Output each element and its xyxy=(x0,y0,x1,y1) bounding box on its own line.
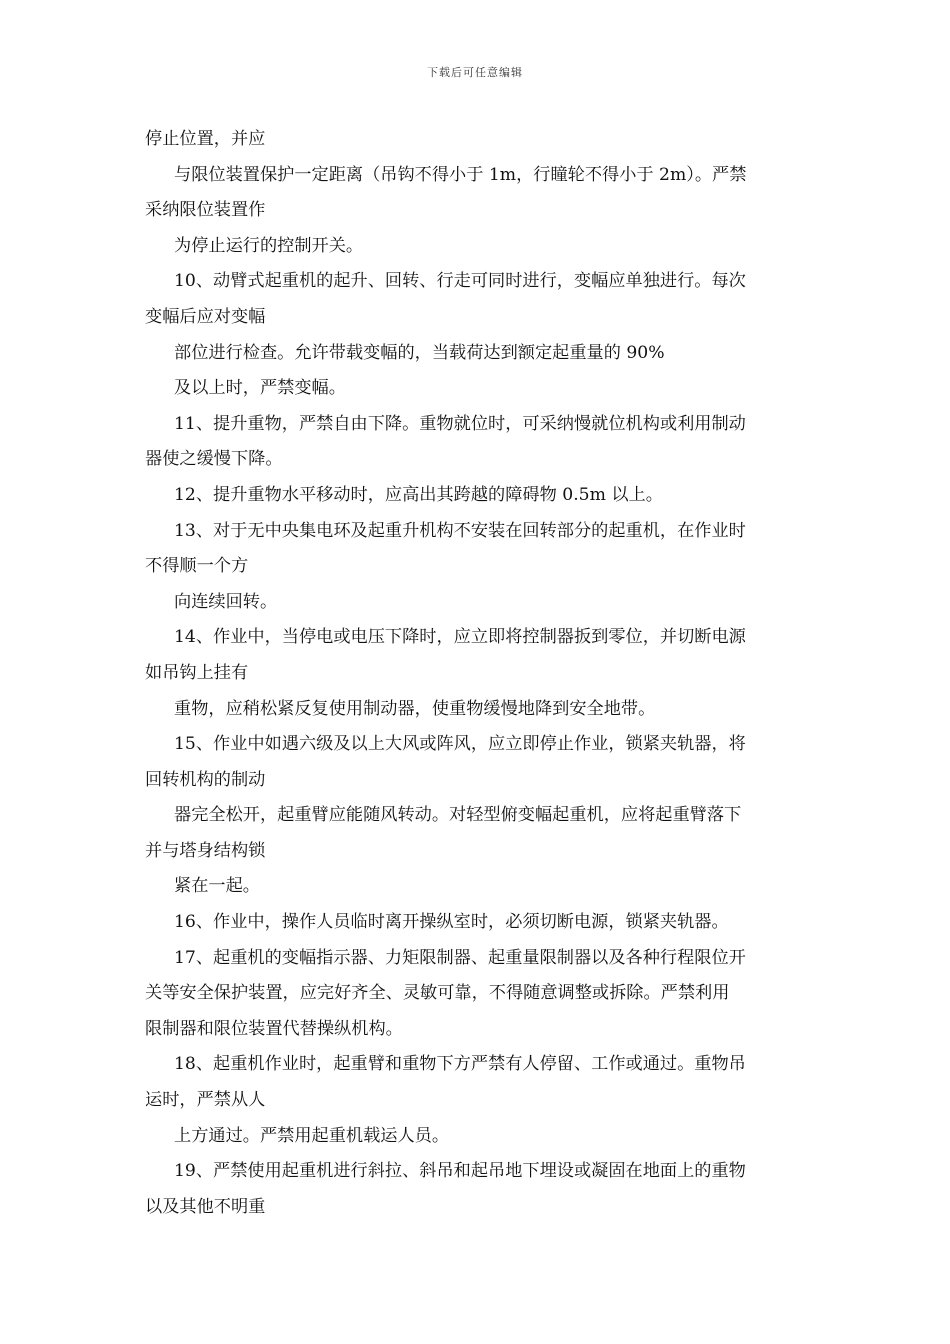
text-line: 限制器和限位装置代替操纵机构。 xyxy=(145,1018,403,1039)
text-line: 17、起重机的变幅指示器、力矩限制器、起重量限制器以及各种行程限位开 xyxy=(174,947,746,968)
text-line: 15、作业中如遇六级及以上大风或阵风，应立即停止作业，锁紧夹轨器，将 xyxy=(174,734,746,755)
text-line: 13、对于无中央集电环及起重升机构不安装在回转部分的起重机，在作业时 xyxy=(174,520,746,541)
text-line: 关等安全保护装置，应完好齐全、灵敏可靠，不得随意调整或拆除。严禁利用 xyxy=(145,983,730,1004)
text-line: 运时，严禁从人 xyxy=(145,1090,266,1111)
text-line: 14、作业中，当停电或电压下降时，应立即将控制器扳到零位，并切断电源 xyxy=(174,627,746,648)
text-line: 采纳限位装置作 xyxy=(145,200,266,221)
text-line: 12、提升重物水平移动时，应高出其跨越的障碍物 0.5m 以上。 xyxy=(174,484,663,505)
text-line: 器完全松开，起重臂应能随风转动。对轻型俯变幅起重机，应将起重臂落下 xyxy=(174,805,742,826)
page-header: 下载后可任意编辑 xyxy=(427,66,523,79)
document-body xyxy=(145,122,810,1225)
text-line: 变幅后应对变幅 xyxy=(145,306,266,327)
text-line: 10、动臂式起重机的起升、回转、行走可同时进行，变幅应单独进行。每次 xyxy=(174,271,746,292)
text-line: 回转机构的制动 xyxy=(145,769,266,790)
text-line: 18、起重机作业时，起重臂和重物下方严禁有人停留、工作或通过。重物吊 xyxy=(174,1054,746,1075)
text-line: 及以上时，严禁变幅。 xyxy=(174,378,346,399)
text-line: 向连续回转。 xyxy=(174,591,278,612)
text-line: 19、严禁使用起重机进行斜拉、斜吊和起吊地下埋设或凝固在地面上的重物 xyxy=(174,1161,746,1182)
text-line: 与限位装置保护一定距离（吊钩不得小于 1m，行瞳轮不得小于 2m）。严禁 xyxy=(174,164,747,185)
text-line: 停止位置，并应 xyxy=(145,129,266,149)
text-line: 并与塔身结构锁 xyxy=(145,840,266,861)
text-line: 器使之缓慢下降。 xyxy=(145,449,283,470)
text-line: 不得顺一个方 xyxy=(145,556,249,577)
text-line: 如吊钩上挂有 xyxy=(145,662,249,683)
text-line: 重物，应稍松紧反复使用制动器，使重物缓慢地降到安全地带。 xyxy=(174,698,656,719)
text-line: 为停止运行的控制开关。 xyxy=(174,235,364,256)
text-line: 上方通过。严禁用起重机载运人员。 xyxy=(174,1125,450,1146)
text-line: 以及其他不明重 xyxy=(145,1196,266,1217)
text-line: 部位进行检查。允许带载变幅的，当载荷达到额定起重量的 90% xyxy=(174,342,665,363)
text-line: 紧在一起。 xyxy=(174,876,260,897)
text-line: 11、提升重物，严禁自由下降。重物就位时，可采纳慢就位机构或利用制动 xyxy=(174,413,746,434)
text-line: 16、作业中，操作人员临时离开操纵室时，必须切断电源，锁紧夹轨器。 xyxy=(174,912,729,933)
